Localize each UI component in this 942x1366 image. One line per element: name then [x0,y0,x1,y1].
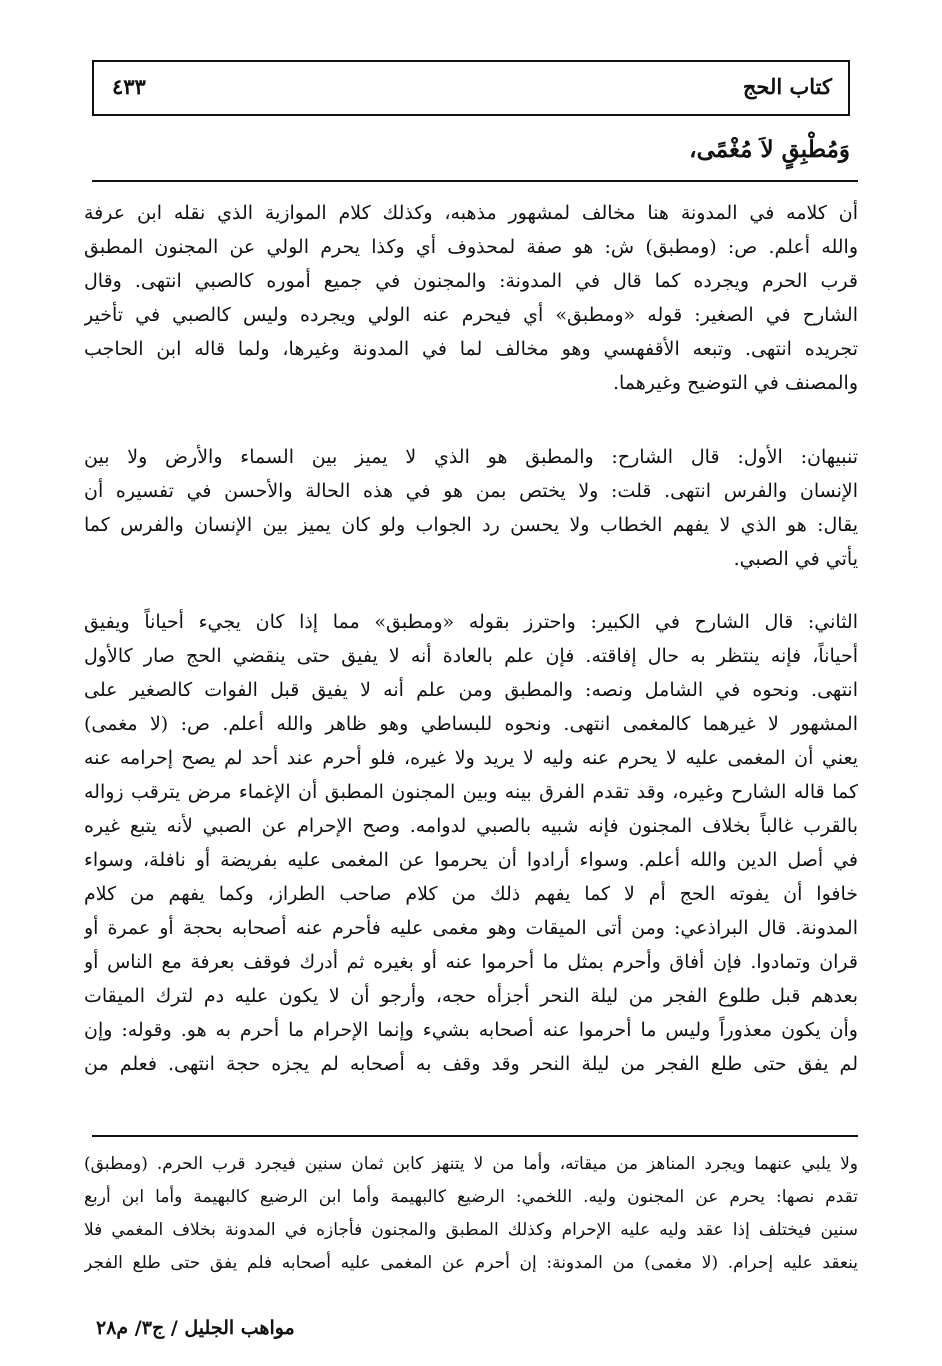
commentary-paragraph-3 [84,605,858,1081]
text-line: أحياناً، فإنه ينتظر به حال إفاقته. فإن علم بالعادة أنه لا يفيق حتى ينقضي الحج صار كالأول [84,645,858,667]
text-line: الثاني: قال الشارح في الكبير: واحترز بقوله «ومطبق» مما إذا كان يجيء أحياناً ويفيق [84,611,858,633]
text-line: تجريده انتهى. وتبعه الأقفهسي وهو مخالف لما في المدونة وغيرها، ولما قاله ابن الحاجب [84,338,858,360]
text-line: الشارح في الصغير: قوله «ومطبق» أي فيحرم عنه الولي ويجرده وليس كالصبي في تأخير [84,304,858,326]
text-line: يقال: هو الذي لا يفهم الخطاب ولا يحسن رد الجواب ولو كان يميز بين الإنسان والفرس كما [84,514,858,536]
text-line: قرب الحرم ويجرده كما قال في المدونة: والمجنون في جميع أموره كالصبي انتهى. وقال [84,270,858,292]
text-line: بعدهم قبل طلوع الفجر من ليلة النحر أجزأه حجه، وأرجو أن لا يكون عليه دم لترك الميقات [84,985,858,1007]
footnote-line: ينعقد عليه إحرام. (لا مغمى) من المدونة: إن أحرم عن المغمى عليه أصحابه فلم يفق حتى طلع الفجر [84,1253,858,1273]
text-line: لم يفق حتى طلع الفجر من ليلة النحر وقد وقف به أصحابه لم يجزه حجة انتهى. فعلم من [84,1053,858,1075]
text-line: قران وتمادوا. فإن أفاق وأحرم بمثل ما أحرموا عنه أو بغيره ثم أدرك فوقف بعرفة مع الناس أو [84,951,858,973]
matn-text: وَمُطْبِقٍ لاَ مُغْمًى، [689,136,850,163]
text-line: انتهى. ونحوه في الشامل ونصه: والمطبق ومن علم أنه لا يفيق قبل الفوات كالصغير على [84,679,858,701]
page-header [92,60,850,116]
text-line: المدونة. قال البراذعي: ومن أتى الميقات وهو مغمى عليه فأحرم عنه أصحابه بحجة أو عمرة أو [84,917,858,939]
chapter-title: كتاب الحج [742,74,832,99]
text-line: والمصنف في التوضيح وغيرهما. [612,372,858,394]
commentary-paragraph-1 [84,196,858,400]
text-line: خافوا أن يفوته الحج أم لا كما يفهم ذلك من كلام صاحب الطراز، وكما يفهم من كلام [84,883,858,905]
text-line: المشهور لا غيرهما كالمغمى انتهى. ونحوه للبساطي وهو ظاهر والله أعلم. ص: (لا مغمى) [84,713,858,735]
text-line: يعني أن المغمى عليه لا يحرم عنه وليه لا يريد ولا غيره، فلو أحرم عند أحد لم يصح إحرامه عنه [84,747,858,769]
page-number: ٤٣٣ [112,74,146,99]
printer-signature: مواهب الجليل / ج٣/ م٢٨ [96,1317,295,1339]
text-line: والله أعلم. ص: (ومطبق) ش: هو صفة لمحذوف أي وكذا يحرم الولي عن المجنون المطبق [84,236,858,258]
matn-divider [92,180,858,182]
footnote-divider [92,1135,858,1137]
footnote-line: سنين فيختلف إذا عقد وليه عليه الإحرام وكذلك المطبق والمجنون فأجازه في المدونة بخلاف المغمي فلا [84,1220,858,1240]
footnote-line: تقدم نصها: يحرم عن المجنون وليه. اللخمي: الرضيع كالبهيمة وأما ابن الرضيع كالبهيمة وأما ابن أربع [84,1187,858,1207]
text-line: أن كلامه في المدونة هنا مخالف لمشهور مذهبه، وكذلك كلام الموازية الذي نقله ابن عرفة [84,202,858,224]
footnote-line: ولا يلبي عنهما ويجرد المناهز من ميقاته، وأما من لا يتنهز كابن ثمان سنين فيجرد قرب الحرم. (ومطبق) [84,1154,858,1174]
footnote-block [84,1148,858,1280]
text-line: بالقرب غالباً بخلاف المجنون فإنه شبيه بالصبي لدوامه. وصح الإحرام عن الصبي لأنه يتبع غيره [84,815,858,837]
commentary-paragraph-2 [84,440,858,576]
text-line: تنبيهان: الأول: قال الشارح: والمطبق هو الذي لا يميز بين السماء والأرض ولا بين [84,446,858,468]
text-line: وأن يكون معذوراً وليس ما أحرموا عنه أصحابه بشيء وإنما الإحرام ما أحرم به هو. وقوله: وإن [84,1019,858,1041]
text-line: الإنسان والفرس انتهى. قلت: ولا يختص بمن هو في هذه الحالة والأحسن في تفسيره أن [84,480,858,502]
text-line: كما قاله الشارح وغيره، وقد تقدم الفرق بينه وبين المجنون المطبق أن الإغماء مرض يترقب زواله [84,781,858,803]
text-line: في أصل الدين والله أعلم. وسواء أرادوا أن يحرموا عن المغمى عليه بفريضة أو نافلة، وسواء [84,849,858,871]
text-line: يأتي في الصبي. [733,548,858,570]
